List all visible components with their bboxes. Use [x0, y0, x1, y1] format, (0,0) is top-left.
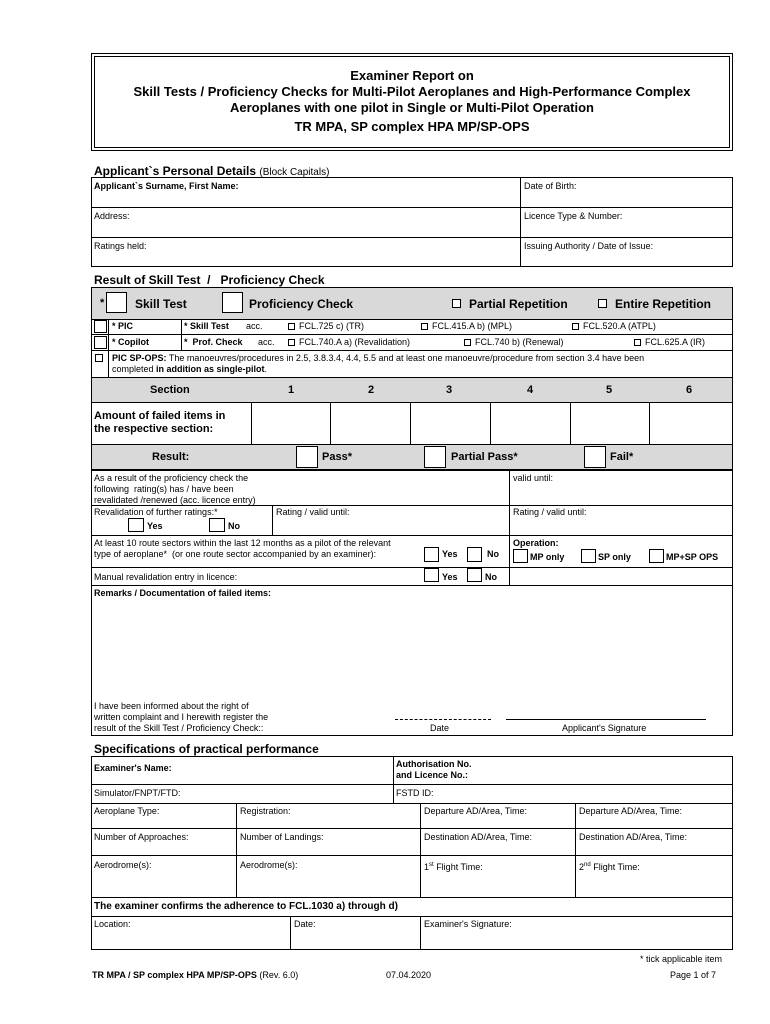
date-line[interactable]	[395, 719, 491, 720]
departure-label-1: Departure AD/Area, Time:	[424, 806, 528, 816]
aeroplane-type-label: Aeroplane Type:	[94, 806, 160, 816]
remarks-label: Remarks / Documentation of failed items:	[94, 588, 272, 598]
address-label: Address:	[94, 211, 130, 221]
failed-items-label-2: the respective section:	[94, 423, 214, 435]
ratings-label: Ratings held:	[94, 241, 147, 251]
sp-only-checkbox[interactable]	[581, 549, 596, 563]
sp-only-label: SP only	[598, 552, 631, 562]
route-no-label: No	[487, 549, 499, 559]
reval-yes-checkbox[interactable]	[128, 518, 144, 532]
footer-page: Page 1 of 7	[670, 970, 717, 980]
skill-test-label: Skill Test	[135, 297, 187, 311]
manual-entry-label: Manual revalidation entry in licence:	[94, 572, 238, 582]
manual-no-checkbox[interactable]	[467, 568, 482, 582]
spec-date-label: Date:	[294, 919, 316, 929]
destination-label-2: Destination AD/Area, Time:	[579, 832, 688, 842]
second-flight-time-label: 2nd Flight Time:	[579, 862, 640, 872]
fcl725-option[interactable]: FCL.725 c) (TR)	[288, 321, 364, 332]
section-3: 3	[446, 384, 453, 396]
auth-label-1: Authorisation No.	[396, 759, 472, 769]
fcl520-option[interactable]: FCL.520.A (ATPL)	[572, 321, 656, 332]
examiner-signature-label: Examiner's Signature:	[424, 919, 512, 929]
departure-label-2: Departure AD/Area, Time:	[579, 806, 683, 816]
rating-valid-label-2: Rating / valid until:	[513, 507, 587, 517]
partial-pass-label: Partial Pass*	[451, 451, 518, 463]
pass-label: Pass*	[322, 451, 352, 463]
section-2: 2	[368, 384, 375, 396]
mp-sp-ops-checkbox[interactable]	[649, 549, 664, 563]
landings-label: Number of Landings:	[240, 832, 324, 842]
section-6: 6	[686, 384, 693, 396]
reval-yes-label: Yes	[147, 521, 163, 531]
simulator-label: Simulator/FNPT/FTD:	[94, 788, 181, 798]
acc-label-1: acc.	[246, 321, 263, 331]
fcl415-option[interactable]: FCL.415.A b) (MPL)	[421, 321, 512, 332]
fcl625-option[interactable]: FCL.625.A (IR)	[634, 337, 705, 348]
section-label: Section	[150, 384, 190, 396]
licence-label: Licence Type & Number:	[524, 211, 623, 221]
manual-yes-checkbox[interactable]	[424, 568, 439, 582]
confirm-label: The examiner confirms the adherence to FCL.1030 a) through d)	[94, 901, 398, 912]
issuing-label: Issuing Authority / Date of Issue:	[524, 241, 654, 251]
manual-yes-label: Yes	[442, 572, 458, 582]
title-line-1: Examiner Report on	[350, 68, 474, 83]
prof-check-checkbox[interactable]	[222, 292, 243, 313]
failed-input-1[interactable]	[252, 403, 330, 444]
dob-label: Date of Birth:	[524, 181, 577, 191]
partial-pass-checkbox[interactable]	[424, 446, 446, 468]
tick-note: * tick applicable item	[640, 954, 723, 964]
pass-checkbox[interactable]	[296, 446, 318, 468]
informed-line-2: written complaint and I herewith register the	[94, 712, 269, 722]
aerodrome-label-1: Aerodrome(s):	[94, 860, 152, 870]
manual-no-label: No	[485, 572, 497, 582]
fail-checkbox[interactable]	[584, 446, 606, 468]
failed-input-2[interactable]	[331, 403, 410, 444]
failed-input-3[interactable]	[411, 403, 490, 444]
valid-until-label: valid until:	[513, 473, 554, 483]
entire-rep-label: Entire Repetition	[615, 297, 712, 311]
examiner-name-label: Examiner's Name:	[94, 763, 172, 773]
mp-only-checkbox[interactable]	[513, 549, 528, 563]
approaches-label: Number of Approaches:	[94, 832, 189, 842]
section-4: 4	[527, 384, 534, 396]
surname-label: Applicant`s Surname, First Name:	[94, 181, 239, 191]
remarks-area[interactable]	[92, 600, 732, 695]
skill-test-acc-label: * Skill Test	[184, 321, 229, 331]
result-heading: Result of Skill Test / Proficiency Check	[94, 273, 325, 287]
pic-label: * PIC	[112, 321, 134, 331]
reval-no-checkbox[interactable]	[209, 518, 225, 532]
failed-input-5[interactable]	[571, 403, 649, 444]
destination-label-1: Destination AD/Area, Time:	[424, 832, 533, 842]
route-yes-label: Yes	[442, 549, 458, 559]
footer-date: 07.04.2020	[386, 970, 432, 980]
footer-doc-title: TR MPA / SP complex HPA MP/SP-OPS (Rev. 6.0)	[92, 970, 299, 980]
applicant-heading: Applicant`s Personal Details (Block Capitals)	[94, 164, 330, 178]
registration-label: Registration:	[240, 806, 291, 816]
date-caption: Date	[430, 723, 450, 733]
spec-heading: Specifications of practical performance	[94, 742, 319, 756]
validity-line-1: As a result of the proficiency check the	[94, 473, 249, 483]
prof-check-acc-label: * Prof. Check	[184, 337, 243, 347]
title-block	[94, 68, 730, 135]
applicant-signature-line[interactable]	[506, 719, 706, 720]
validity-line-3: revalidated /renewed (acc. licence entry)	[94, 495, 256, 505]
acc-label-2: acc.	[258, 337, 275, 347]
applicant-signature-caption: Applicant's Signature	[562, 723, 647, 733]
informed-line-1: I have been informed about the right of	[94, 701, 249, 711]
auth-label-2: and Licence No.:	[396, 770, 469, 780]
first-flight-time-label: 1st Flight Time:	[424, 862, 483, 872]
route-sectors-line-2: type of aeroplane* (or one route sector accompanied by an examiner):	[94, 549, 377, 559]
title-line-4: TR MPA, SP complex HPA MP/SP-OPS	[294, 119, 530, 134]
fstd-label: FSTD ID:	[396, 788, 434, 798]
title-line-2: Skill Tests / Proficiency Checks for Multi-Pilot Aeroplanes and High-Performance Complex	[133, 84, 691, 99]
section-1: 1	[288, 384, 295, 396]
result-label: Result:	[152, 451, 190, 463]
fcl740a-option[interactable]: FCL.740.A a) (Revalidation)	[288, 337, 410, 348]
reval-no-label: No	[228, 521, 240, 531]
mp-sp-ops-label: MP+SP OPS	[666, 552, 719, 562]
revalidation-label: Revalidation of further ratings:*	[94, 507, 218, 517]
fcl740b-option[interactable]: FCL.740 b) (Renewal)	[464, 337, 564, 348]
route-sectors-line-1: At least 10 route sectors within the last 12 months as a pilot of the relevant	[94, 538, 391, 548]
skill-test-checkbox[interactable]	[106, 292, 127, 313]
operation-label: Operation:	[513, 538, 559, 548]
partial-rep-checkbox[interactable]	[452, 299, 461, 308]
failed-input-4[interactable]	[491, 403, 570, 444]
partial-rep-label: Partial Repetition	[469, 297, 568, 311]
entire-rep-checkbox[interactable]	[598, 299, 607, 308]
prof-check-label: Proficiency Check	[249, 297, 354, 311]
pic-checkbox[interactable]	[94, 320, 107, 333]
location-label: Location:	[94, 919, 131, 929]
failed-items-label-1: Amount of failed items in	[94, 410, 226, 422]
informed-line-3: result of the Skill Test / Proficiency Check::	[94, 723, 264, 733]
validity-line-2: following rating(s) has / have been	[94, 484, 234, 494]
aerodrome-label-2: Aerodrome(s):	[240, 860, 298, 870]
route-yes-checkbox[interactable]	[424, 547, 439, 562]
title-line-3: Aeroplanes with one pilot in Single or Multi-Pilot Operation	[229, 100, 594, 115]
copilot-label: * Copilot	[112, 337, 149, 347]
pic-spops-checkbox[interactable]	[95, 354, 103, 362]
fail-label: Fail*	[610, 451, 634, 463]
mp-only-label: MP only	[530, 552, 565, 562]
section-5: 5	[606, 384, 613, 396]
route-no-checkbox[interactable]	[467, 547, 482, 562]
star-mark: *	[100, 297, 105, 309]
copilot-checkbox[interactable]	[94, 336, 107, 349]
pic-spops-text: PIC SP-OPS: The manoeuvres/procedures in 2.5, 3.8.3.4, 4.4, 5.5 and at least one manoeuvre/procedure from section 3.4 have been	[112, 353, 645, 363]
failed-input-6[interactable]	[650, 403, 732, 444]
spec-table	[91, 756, 733, 950]
pic-spops-text-2: completed in addition as single-pilot.	[112, 364, 268, 374]
rating-valid-label: Rating / valid until:	[276, 507, 350, 517]
